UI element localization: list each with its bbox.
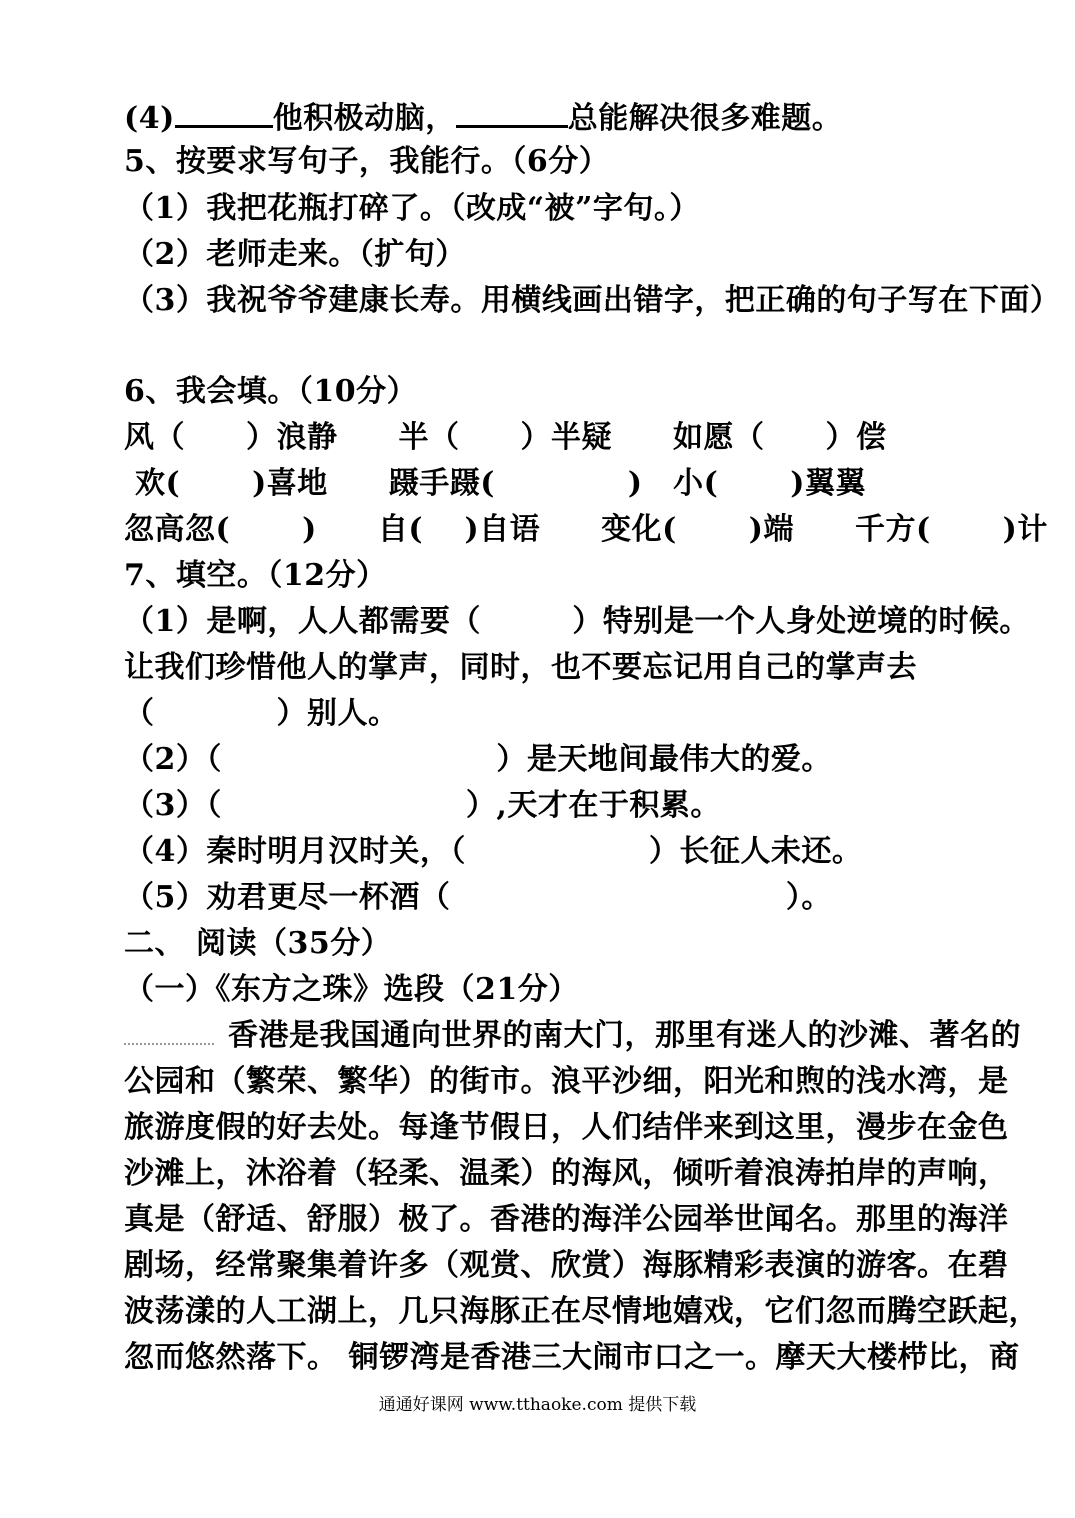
answer-blank[interactable] <box>456 99 568 128</box>
question-7-5: （5）劝君更尽一杯酒（ ）。 <box>124 880 832 915</box>
idiom-row-3: 忽高忽( ) 自( )自语 变化( )端 千方( )计 <box>124 512 1048 547</box>
passage-line: 公园和（繁荣、繁华）的街市。浪平沙细，阳光和煦的浅水湾，是 <box>124 1064 1009 1099</box>
question-5-1: （1）我把花瓶打碎了。（改成“被”字句。） <box>124 191 700 226</box>
indent-dots <box>124 1021 214 1045</box>
passage-line: 真是（舒适、舒服）极了。香港的海洋公园举世闻名。那里的海洋 <box>124 1202 1009 1237</box>
section-7-heading: 7、填空。（12分） <box>124 558 387 593</box>
page-footer: 通通好课网 www.tthaoke.com 提供下载 <box>378 1395 697 1415</box>
passage-line: 波荡漾的人工湖上，几只海豚正在尽情地嬉戏，它们忽而腾空跃起， <box>124 1294 1039 1329</box>
section-6-heading: 6、我会填。（10分） <box>124 374 418 409</box>
question-7-4: （4）秦时明月汉时关，（ ）长征人未还。 <box>124 834 863 869</box>
question-7-2: （2）（ ）是天地间最伟大的爱。 <box>124 742 832 777</box>
question-number: (4) <box>124 101 175 136</box>
passage-line: 沙滩上，沐浴着（轻柔、温柔）的海风，倾听着浪涛拍岸的声响， <box>124 1156 1009 1191</box>
idiom-row-1: 风（ ）浪静 半（ ）半疑 如愿（ ）偿 <box>124 420 887 455</box>
passage-line <box>124 1017 1021 1055</box>
question-text: 总能解决很多难题。 <box>567 101 843 136</box>
passage-line: 忽而悠然落下。 铜锣湾是香港三大闹市口之一。摩天大楼栉比，商 <box>124 1340 1020 1375</box>
passage-line: 剧场，经常聚集着许多（观赏、欣赏）海豚精彩表演的游客。在碧 <box>124 1248 1009 1283</box>
question-4-line <box>124 99 842 138</box>
question-5-3: （3）我祝爷爷建康长寿。用横线画出错字，把正确的句子写在下面） <box>124 283 1061 318</box>
question-5-2: （2）老师走来。（扩句） <box>124 237 466 272</box>
question-text: 他积极动脑， <box>272 101 456 136</box>
part-2-heading: 二、 阅读（35分） <box>124 926 392 961</box>
question-7-3: （3）（ ）,天才在于积累。 <box>124 788 721 823</box>
question-7-1-cont: 让我们珍惜他人的掌声，同时，也不要忘记用自己的掌声去 <box>124 650 917 685</box>
passage-line: 旅游度假的好去处。每逢节假日，人们结伴来到这里，漫步在金色 <box>124 1110 1009 1145</box>
answer-blank[interactable] <box>175 99 273 128</box>
question-7-1-end: （ ）别人。 <box>124 696 399 731</box>
question-7-1: （1）是啊，人人都需要（ ）特别是一个人身处逆境的时候。 <box>124 604 1030 639</box>
section-5-heading: 5、按要求写句子，我能行。（6分） <box>124 144 610 179</box>
passage-heading: （一）《东方之珠》选段（21分） <box>124 972 579 1007</box>
passage-text: 香港是我国通向世界的南大门，那里有迷人的沙滩、著名的 <box>228 1018 1021 1053</box>
idiom-row-2: 欢( )喜地 蹑手蹑( ) 小( )翼翼 <box>124 466 866 501</box>
